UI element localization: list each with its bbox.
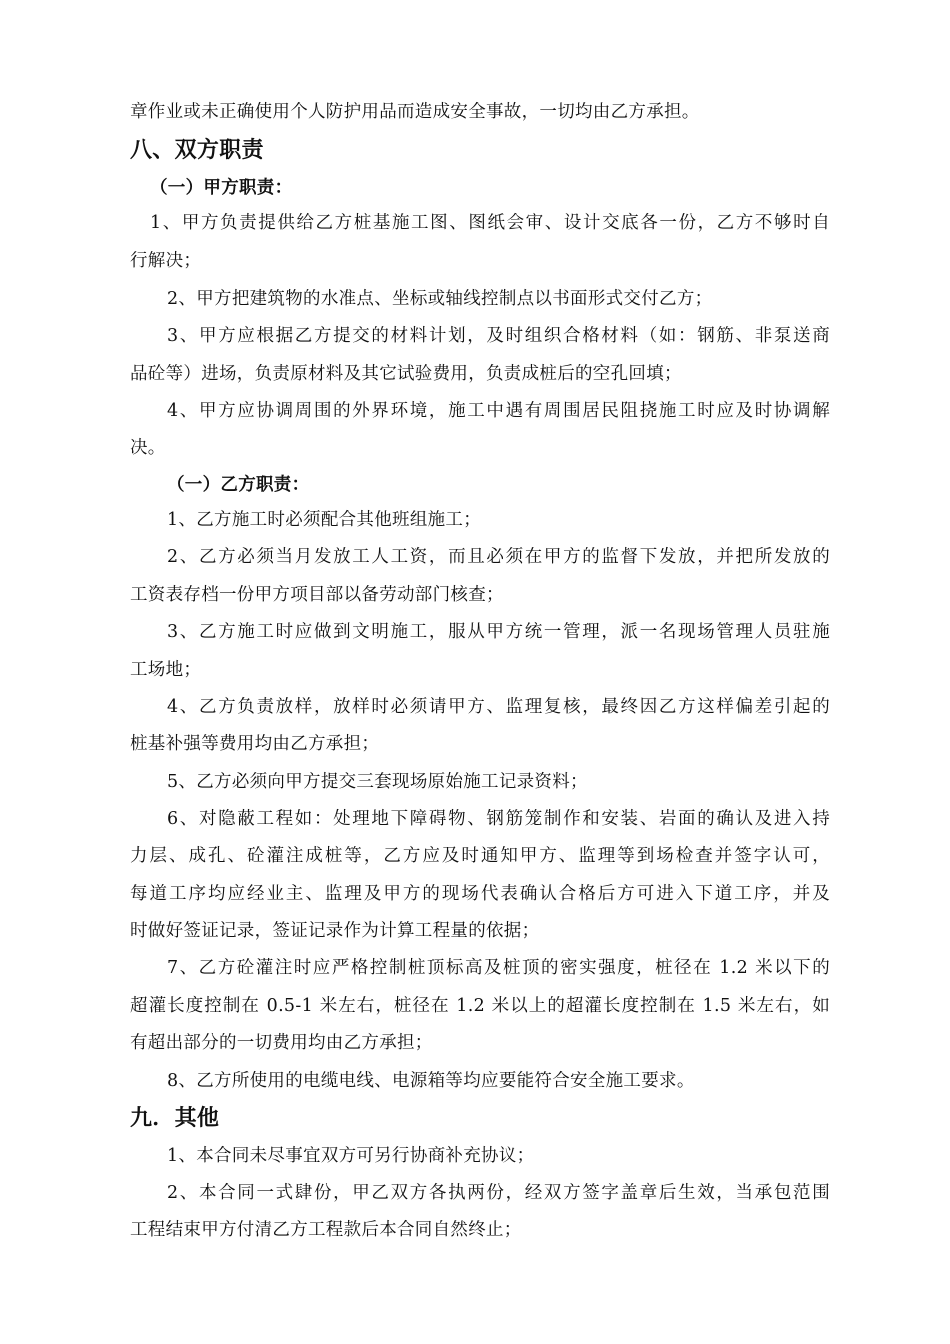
paragraph-line: 1、本合同未尽事宜双方可另行协商补充协议； — [167, 1146, 535, 1166]
paragraph-line: 8、乙方所使用的电缆电线、电源箱等均应要能符合安全施工要求。 — [167, 1071, 695, 1091]
paragraph-line: 超灌长度控制在 0.5-1 米左右，桩径在 1.2 米以上的超灌长度控制在 1.5 米左右，如 — [130, 996, 830, 1016]
paragraph-line: 3、乙方施工时应做到文明施工，服从甲方统一管理，派一名现场管理人员驻施 — [167, 622, 830, 642]
paragraph-line: 力层、成孔、砼灌注成桩等，乙方应及时通知甲方、监理等到场检查并签字认可， — [130, 846, 830, 866]
subsection-heading-party-b: （一）乙方职责： — [167, 475, 310, 495]
paragraph-line: 2、甲方把建筑物的水准点、坐标或轴线控制点以书面形式交付乙方； — [167, 289, 713, 309]
paragraph-line: 决。 — [130, 438, 166, 458]
paragraph-line: 行解决； — [130, 251, 202, 271]
paragraph-line: 4、甲方应协调周围的外界环境，施工中遇有周围居民阻挠施工时应及时协调解 — [167, 401, 830, 421]
paragraph-line: 工程结束甲方付清乙方工程款后本合同自然终止； — [130, 1220, 522, 1240]
section-heading-9: 九．其他 — [130, 1105, 220, 1131]
paragraph-line: 每道工序均应经业主、监理及甲方的现场代表确认合格后方可进入下道工序，并及 — [130, 884, 830, 904]
paragraph-line: 6、对隐蔽工程如：处理地下障碍物、钢筋笼制作和安装、岩面的确认及进入持 — [167, 809, 830, 829]
paragraph-line: 2、乙方必须当月发放工人工资，而且必须在甲方的监督下发放，并把所发放的 — [167, 547, 830, 567]
paragraph-line: 有超出部分的一切费用均由乙方承担； — [130, 1033, 433, 1053]
paragraph-line: 品砼等）进场，负责原材料及其它试验费用，负责成桩后的空孔回填； — [130, 364, 682, 384]
paragraph-line: 5、乙方必须向甲方提交三套现场原始施工记录资料； — [167, 772, 588, 792]
paragraph-line: 章作业或未正确使用个人防护用品而造成安全事故，一切均由乙方承担。 — [130, 102, 700, 122]
subsection-heading-party-a: （一）甲方职责： — [150, 178, 293, 198]
section-heading-8: 八、双方职责 — [130, 137, 264, 163]
paragraph-line: 时做好签证记录，签证记录作为计算工程量的依据； — [130, 921, 540, 941]
paragraph-line: 工场地； — [130, 660, 202, 680]
paragraph-line: 7、乙方砼灌注时应严格控制桩顶标高及桩顶的密实强度，桩径在 1.2 米以下的 — [167, 958, 830, 978]
paragraph-line: 3、甲方应根据乙方提交的材料计划，及时组织合格材料（如：钢筋、非泵送商 — [167, 326, 830, 346]
paragraph-line: 1、乙方施工时必须配合其他班组施工； — [167, 510, 482, 530]
paragraph-line: 4、乙方负责放样，放样时必须请甲方、监理复核，最终因乙方这样偏差引起的 — [167, 697, 830, 717]
paragraph-line: 2、本合同一式肆份，甲乙双方各执两份，经双方签字盖章后生效，当承包范围 — [167, 1183, 830, 1203]
paragraph-line: 桩基补强等费用均由乙方承担； — [130, 734, 380, 754]
paragraph-line: 1、甲方负责提供给乙方桩基施工图、图纸会审、设计交底各一份，乙方不够时自 — [150, 213, 830, 233]
paragraph-line: 工资表存档一份甲方项目部以备劳动部门核查； — [130, 585, 504, 605]
